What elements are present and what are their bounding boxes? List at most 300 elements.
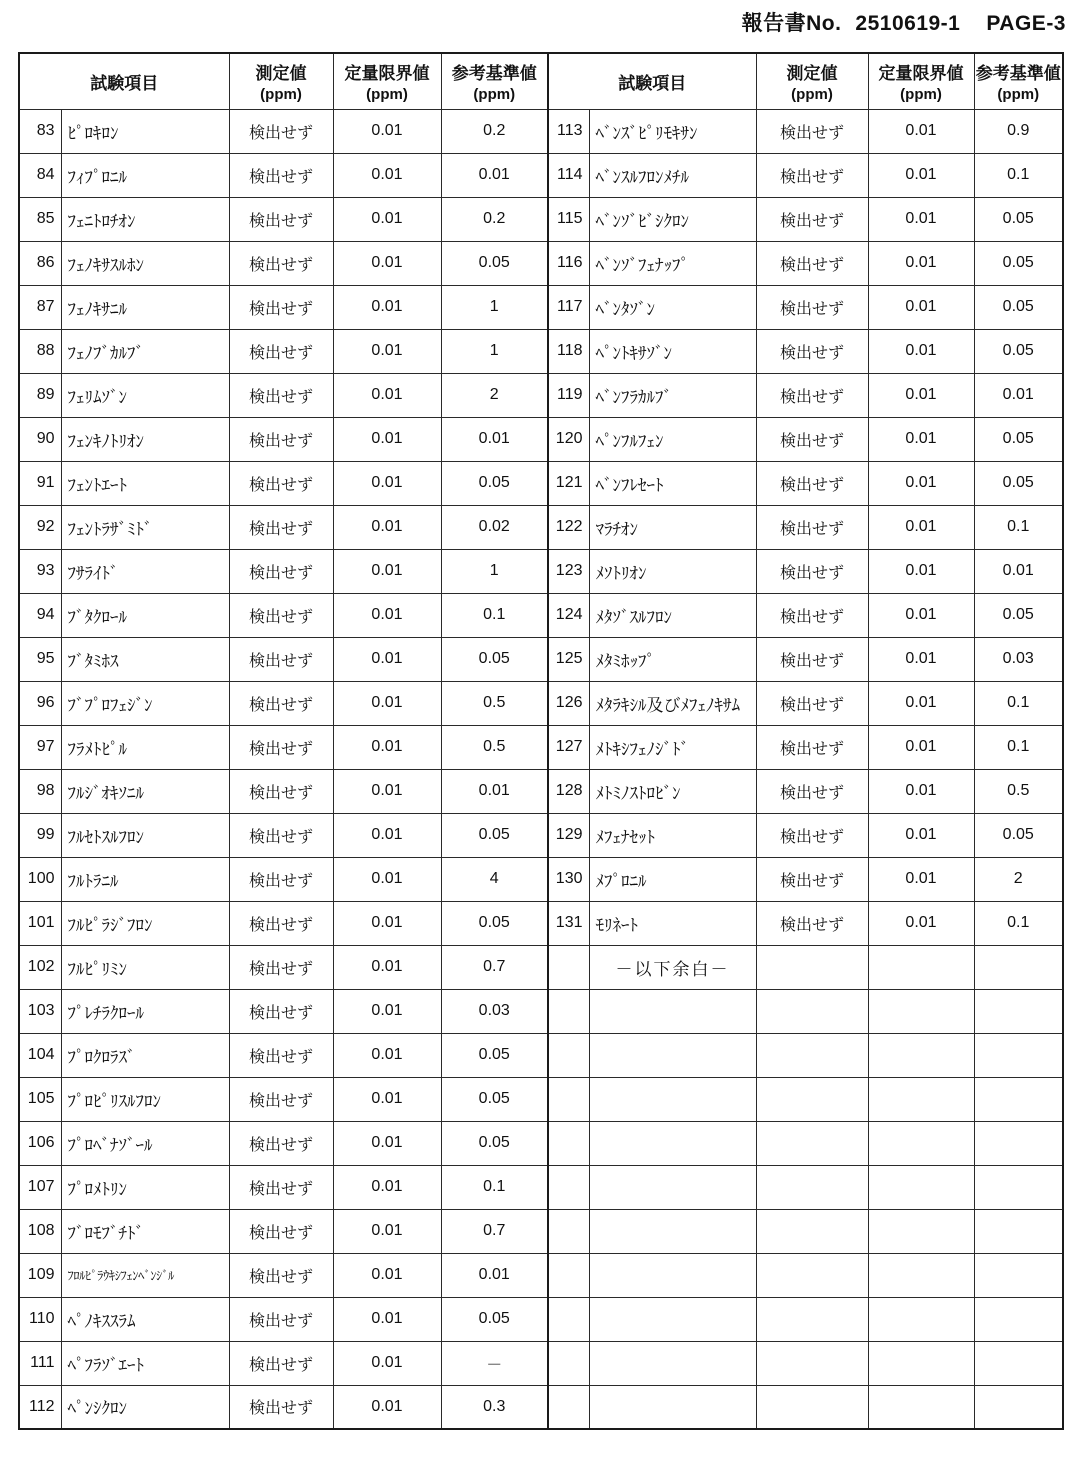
limit-value-cell	[868, 1341, 974, 1385]
item-number-cell: 119	[548, 373, 589, 417]
table-row	[19, 1033, 1063, 1077]
item-number-cell: 115	[548, 197, 589, 241]
table-row	[19, 197, 1063, 241]
limit-value-cell: 0.01	[868, 153, 974, 197]
reference-value-cell: 0.1	[974, 901, 1063, 945]
header-item-left-label: 試験項目	[90, 73, 159, 93]
item-number-cell	[548, 1165, 589, 1209]
item-number-cell: 84	[19, 153, 61, 197]
reference-value-cell: 0.05	[441, 1077, 548, 1121]
item-name-cell: ﾏﾗﾁｵﾝ	[589, 505, 756, 549]
measured-value-cell	[756, 1209, 868, 1253]
limit-value-cell: 0.01	[333, 857, 441, 901]
reference-value-cell: 0.05	[441, 637, 548, 681]
reference-value-cell: 0.05	[974, 285, 1063, 329]
reference-value-cell: 0.1	[441, 593, 548, 637]
measured-value-cell	[756, 1385, 868, 1429]
reference-value-cell: 0.05	[441, 1033, 548, 1077]
item-name-cell	[589, 989, 756, 1033]
measured-value-cell	[756, 1033, 868, 1077]
reference-value-cell: 0.01	[974, 373, 1063, 417]
header-limit-right: 定量限界値 (ppm)	[868, 53, 974, 109]
measured-value-cell: 検出せず	[229, 1033, 333, 1077]
measured-value-cell	[756, 945, 868, 989]
header-item-right	[548, 53, 756, 109]
item-name-cell: ﾌﾞﾀﾐﾎｽ	[61, 637, 229, 681]
item-number-cell: 109	[19, 1253, 61, 1297]
unit-label: (ppm)	[997, 86, 1040, 104]
item-number-cell: 108	[19, 1209, 61, 1253]
reference-value-cell: 0.01	[441, 417, 548, 461]
item-number-cell: 110	[19, 1297, 61, 1341]
reference-value-cell	[974, 1209, 1063, 1253]
item-name-cell: ﾒﾌﾟﾛﾆﾙ	[589, 857, 756, 901]
limit-value-cell	[868, 1165, 974, 1209]
measured-value-cell: 検出せず	[756, 197, 868, 241]
header-measured-left: 測定値 (ppm)	[229, 53, 333, 109]
unit-label: (ppm)	[260, 86, 302, 104]
measured-value-cell	[756, 1165, 868, 1209]
limit-value-cell: 0.01	[333, 1297, 441, 1341]
limit-value-cell: 0.01	[333, 637, 441, 681]
measured-value-cell: 検出せず	[229, 593, 333, 637]
table-row	[19, 857, 1063, 901]
item-name-cell	[589, 1253, 756, 1297]
item-name-cell: ﾌｪﾉｷｻｽﾙﾎﾝ	[61, 241, 229, 285]
item-name-cell: ﾒﾀｿﾞｽﾙﾌﾛﾝ	[589, 593, 756, 637]
reference-value-cell: 0.01	[441, 153, 548, 197]
item-name-cell: ﾋﾟﾛｷﾛﾝ	[61, 109, 229, 153]
measured-value-cell: 検出せず	[229, 813, 333, 857]
report-number-value: 2510619-1	[855, 12, 961, 35]
limit-value-cell	[868, 989, 974, 1033]
reference-value-cell	[974, 945, 1063, 989]
item-name-cell: ﾌﾟﾛﾋﾟﾘｽﾙﾌﾛﾝ	[61, 1077, 229, 1121]
item-name-cell	[589, 1385, 756, 1429]
reference-value-cell: 0.05	[441, 813, 548, 857]
limit-value-cell: 0.01	[333, 373, 441, 417]
item-number-cell: 83	[19, 109, 61, 153]
item-name-cell: ﾌｪﾉﾌﾞｶﾙﾌﾞ	[61, 329, 229, 373]
header-reference-left: 参考基準値 (ppm)	[441, 53, 548, 109]
header-item-right-label: 試験項目	[618, 73, 687, 93]
item-name-cell: ﾌﾙﾋﾟﾗｼﾞﾌﾛﾝ	[61, 901, 229, 945]
table-row	[19, 1297, 1063, 1341]
item-number-cell	[548, 1341, 589, 1385]
measured-value-cell: 検出せず	[229, 1297, 333, 1341]
item-name-cell: ﾍﾟﾌﾗｿﾞｴｰﾄ	[61, 1341, 229, 1385]
measured-value-cell: 検出せず	[756, 637, 868, 681]
measured-value-cell: 検出せず	[229, 373, 333, 417]
item-number-cell: 97	[19, 725, 61, 769]
limit-value-cell	[868, 1121, 974, 1165]
measured-value-cell: 検出せず	[229, 197, 333, 241]
reference-value-cell: 0.01	[974, 549, 1063, 593]
item-number-cell: 91	[19, 461, 61, 505]
item-name-cell: ﾌｻﾗｲﾄﾞ	[61, 549, 229, 593]
item-name-cell: ﾌｪﾉｷｻﾆﾙ	[61, 285, 229, 329]
item-name-cell: ﾍﾞﾝｽﾙﾌﾛﾝﾒﾁﾙ	[589, 153, 756, 197]
measured-value-cell: 検出せず	[756, 285, 868, 329]
limit-value-cell: 0.01	[333, 901, 441, 945]
reference-value-cell: 0.7	[441, 945, 548, 989]
header-measured-right: 測定値 (ppm)	[756, 53, 868, 109]
item-name-cell: ﾌﾗﾒﾄﾋﾟﾙ	[61, 725, 229, 769]
reference-value-cell	[974, 1385, 1063, 1429]
reference-value-cell: 0.7	[441, 1209, 548, 1253]
reference-value-cell: 2	[441, 373, 548, 417]
item-number-cell: 130	[548, 857, 589, 901]
reference-value-cell: 0.1	[441, 1165, 548, 1209]
header-item-left	[19, 53, 229, 109]
reference-value-cell: 0.3	[441, 1385, 548, 1429]
limit-value-cell: 0.01	[333, 769, 441, 813]
table-header-row	[19, 53, 1063, 109]
item-number-cell: 93	[19, 549, 61, 593]
reference-value-cell	[974, 1297, 1063, 1341]
item-number-cell	[548, 1209, 589, 1253]
table-row	[19, 1341, 1063, 1385]
item-number-cell: 120	[548, 417, 589, 461]
item-name-cell: ﾍﾟﾉｷｽｽﾗﾑ	[61, 1297, 229, 1341]
test-results-table	[18, 52, 1064, 1430]
header-reference-right: 参考基準値 (ppm)	[974, 53, 1063, 109]
limit-value-cell: 0.01	[868, 681, 974, 725]
item-name-cell: ﾌｪﾝﾄｴｰﾄ	[61, 461, 229, 505]
item-number-cell	[548, 1077, 589, 1121]
measured-value-cell: 検出せず	[756, 505, 868, 549]
measured-value-cell: 検出せず	[756, 813, 868, 857]
limit-value-cell: 0.01	[868, 285, 974, 329]
reference-value-cell	[974, 1165, 1063, 1209]
table-row	[19, 461, 1063, 505]
limit-value-cell: 0.01	[868, 549, 974, 593]
limit-value-cell: 0.01	[868, 329, 974, 373]
item-name-cell: ﾌｪﾘﾑｿﾞﾝ	[61, 373, 229, 417]
reference-value-cell	[974, 1341, 1063, 1385]
limit-value-cell: 0.01	[868, 725, 974, 769]
item-number-cell: 107	[19, 1165, 61, 1209]
limit-value-cell: 0.01	[868, 461, 974, 505]
page-number: PAGE-3	[986, 12, 1066, 35]
table-row	[19, 109, 1063, 153]
reference-value-cell: 0.05	[974, 593, 1063, 637]
table-row	[19, 1165, 1063, 1209]
measured-value-cell: 検出せず	[756, 549, 868, 593]
measured-value-cell: 検出せず	[229, 329, 333, 373]
measured-value-cell	[756, 1341, 868, 1385]
item-name-cell	[589, 1121, 756, 1165]
limit-value-cell: 0.01	[333, 1253, 441, 1297]
report-number-label: 報告書No.	[741, 12, 842, 35]
item-number-cell: 124	[548, 593, 589, 637]
limit-value-cell: 0.01	[333, 549, 441, 593]
table-row	[19, 549, 1063, 593]
limit-value-cell: 0.01	[333, 593, 441, 637]
item-number-cell: 116	[548, 241, 589, 285]
limit-value-cell	[868, 1209, 974, 1253]
measured-value-cell	[756, 1077, 868, 1121]
limit-value-cell	[868, 1297, 974, 1341]
reference-value-cell: 0.1	[974, 681, 1063, 725]
item-number-cell: 102	[19, 945, 61, 989]
reference-value-cell: 0.1	[974, 505, 1063, 549]
item-name-cell: ﾌｪﾝｷﾉﾄﾘｵﾝ	[61, 417, 229, 461]
item-name-cell	[589, 1165, 756, 1209]
table-body	[19, 109, 1063, 1429]
measured-value-cell: 検出せず	[229, 417, 333, 461]
item-name-cell: ﾌﾙｾﾄｽﾙﾌﾛﾝ	[61, 813, 229, 857]
item-number-cell: 96	[19, 681, 61, 725]
table-row	[19, 725, 1063, 769]
reference-value-cell: 0.1	[974, 725, 1063, 769]
item-number-cell	[548, 1253, 589, 1297]
limit-value-cell: 0.01	[333, 989, 441, 1033]
item-name-cell: ﾌﾛﾙﾋﾟﾗｳｷｼﾌｪﾝﾍﾞﾝｼﾞﾙ	[61, 1253, 229, 1297]
table-row	[19, 1077, 1063, 1121]
item-name-cell: ﾒｿﾄﾘｵﾝ	[589, 549, 756, 593]
limit-value-cell	[868, 1253, 974, 1297]
item-name-cell: ﾒﾄﾐﾉｽﾄﾛﾋﾞﾝ	[589, 769, 756, 813]
reference-value-cell: 0.05	[974, 417, 1063, 461]
measured-value-cell: 検出せず	[229, 769, 333, 813]
limit-value-cell: 0.01	[868, 505, 974, 549]
item-number-cell: 127	[548, 725, 589, 769]
item-name-cell: ﾌﾙﾄﾗﾆﾙ	[61, 857, 229, 901]
reference-value-cell: 0.01	[441, 769, 548, 813]
item-number-cell: 90	[19, 417, 61, 461]
item-name-cell: ﾌﾟﾛﾒﾄﾘﾝ	[61, 1165, 229, 1209]
measured-value-cell: 検出せず	[756, 373, 868, 417]
item-name-cell: ﾍﾞﾝｽﾞﾋﾟﾘﾓｷｻﾝ	[589, 109, 756, 153]
item-number-cell: 86	[19, 241, 61, 285]
item-number-cell: 121	[548, 461, 589, 505]
item-name-cell: ﾒﾀﾗｷｼﾙ及びﾒﾌｪﾉｷｻﾑ	[589, 681, 756, 725]
unit-label: (ppm)	[366, 86, 408, 104]
measured-value-cell: 検出せず	[756, 769, 868, 813]
report-header	[742, 7, 1066, 37]
reference-value-cell: 1	[441, 549, 548, 593]
limit-value-cell: 0.01	[868, 109, 974, 153]
reference-value-cell: 0.2	[441, 109, 548, 153]
measured-value-cell: 検出せず	[229, 1341, 333, 1385]
item-number-cell: 100	[19, 857, 61, 901]
measured-value-cell: 検出せず	[756, 417, 868, 461]
limit-value-cell: 0.01	[333, 241, 441, 285]
reference-value-cell: 0.5	[441, 725, 548, 769]
item-name-cell	[589, 1297, 756, 1341]
table-row	[19, 1253, 1063, 1297]
limit-value-cell: 0.01	[333, 1077, 441, 1121]
item-number-cell: 98	[19, 769, 61, 813]
item-number-cell: 88	[19, 329, 61, 373]
reference-value-cell: 0.05	[441, 1297, 548, 1341]
measured-value-cell: 検出せず	[229, 549, 333, 593]
measured-value-cell: 検出せず	[229, 1077, 333, 1121]
measured-value-cell	[756, 989, 868, 1033]
table-row	[19, 417, 1063, 461]
item-number-cell: 104	[19, 1033, 61, 1077]
measured-value-cell: 検出せず	[229, 725, 333, 769]
measured-value-cell: 検出せず	[229, 901, 333, 945]
item-name-cell: ﾌﾞﾛﾓﾌﾞﾁﾄﾞ	[61, 1209, 229, 1253]
table-row	[19, 637, 1063, 681]
measured-value-cell: 検出せず	[229, 681, 333, 725]
item-name-cell	[589, 1209, 756, 1253]
item-number-cell	[548, 1297, 589, 1341]
limit-value-cell: 0.01	[868, 857, 974, 901]
measured-value-cell: 検出せず	[229, 505, 333, 549]
table-row	[19, 153, 1063, 197]
measured-value-cell: 検出せず	[229, 1209, 333, 1253]
limit-value-cell: 0.01	[333, 197, 441, 241]
measured-value-cell: 検出せず	[229, 109, 333, 153]
measured-value-cell: 検出せず	[756, 681, 868, 725]
measured-value-cell: 検出せず	[229, 285, 333, 329]
item-name-cell: －以下余白－	[589, 945, 756, 989]
item-number-cell: 92	[19, 505, 61, 549]
reference-value-cell	[974, 989, 1063, 1033]
reference-value-cell: 0.2	[441, 197, 548, 241]
reference-value-cell: 0.5	[974, 769, 1063, 813]
limit-value-cell: 0.01	[333, 153, 441, 197]
reference-value-cell: 1	[441, 329, 548, 373]
limit-value-cell	[868, 1385, 974, 1429]
measured-value-cell	[756, 1253, 868, 1297]
item-number-cell: 112	[19, 1385, 61, 1429]
measured-value-cell: 検出せず	[756, 725, 868, 769]
reference-value-cell: 0.5	[441, 681, 548, 725]
item-number-cell: 125	[548, 637, 589, 681]
item-name-cell: ﾒﾌｪﾅｾｯﾄ	[589, 813, 756, 857]
limit-value-cell: 0.01	[868, 417, 974, 461]
item-name-cell: ﾌﾙｼﾞｵｷｿﾆﾙ	[61, 769, 229, 813]
item-name-cell: ﾍﾟﾝﾌﾙﾌｪﾝ	[589, 417, 756, 461]
measured-value-cell: 検出せず	[229, 857, 333, 901]
item-name-cell: ﾌﾟﾛｸﾛﾗｽﾞ	[61, 1033, 229, 1077]
unit-label: (ppm)	[473, 86, 516, 104]
item-number-cell: 94	[19, 593, 61, 637]
reference-value-cell: 0.05	[974, 813, 1063, 857]
item-name-cell: ﾌｪﾆﾄﾛﾁｵﾝ	[61, 197, 229, 241]
table-row	[19, 901, 1063, 945]
measured-value-cell: 検出せず	[229, 989, 333, 1033]
limit-value-cell: 0.01	[333, 285, 441, 329]
table-row	[19, 285, 1063, 329]
item-number-cell: 126	[548, 681, 589, 725]
item-number-cell: 95	[19, 637, 61, 681]
limit-value-cell: 0.01	[333, 461, 441, 505]
measured-value-cell: 検出せず	[756, 109, 868, 153]
header-limit-left: 定量限界値 (ppm)	[333, 53, 441, 109]
item-name-cell: ﾒﾄｷｼﾌｪﾉｼﾞﾄﾞ	[589, 725, 756, 769]
table-row	[19, 989, 1063, 1033]
table-row	[19, 505, 1063, 549]
item-name-cell: ﾍﾞﾝﾌﾚｾｰﾄ	[589, 461, 756, 505]
reference-value-cell: 0.05	[441, 241, 548, 285]
item-name-cell: ﾍﾞﾝｿﾞﾌｪﾅｯﾌﾟ	[589, 241, 756, 285]
limit-value-cell: 0.01	[333, 1209, 441, 1253]
measured-value-cell: 検出せず	[756, 329, 868, 373]
item-name-cell: ﾒﾀﾐﾎｯﾌﾟ	[589, 637, 756, 681]
measured-value-cell: 検出せず	[229, 241, 333, 285]
item-number-cell: 85	[19, 197, 61, 241]
item-name-cell: ﾌﾙﾋﾟﾘﾐﾝ	[61, 945, 229, 989]
item-number-cell	[548, 945, 589, 989]
reference-value-cell: 0.9	[974, 109, 1063, 153]
limit-value-cell: 0.01	[333, 945, 441, 989]
table-row	[19, 329, 1063, 373]
item-number-cell: 123	[548, 549, 589, 593]
limit-value-cell: 0.01	[868, 241, 974, 285]
limit-value-cell: 0.01	[333, 725, 441, 769]
item-name-cell	[589, 1033, 756, 1077]
item-number-cell: 131	[548, 901, 589, 945]
table-row	[19, 813, 1063, 857]
item-number-cell: 114	[548, 153, 589, 197]
item-number-cell: 103	[19, 989, 61, 1033]
reference-value-cell: －	[441, 1341, 548, 1385]
item-name-cell: ﾌｪﾝﾄﾗｻﾞﾐﾄﾞ	[61, 505, 229, 549]
item-number-cell	[548, 1121, 589, 1165]
limit-value-cell: 0.01	[868, 901, 974, 945]
measured-value-cell: 検出せず	[756, 461, 868, 505]
item-name-cell: ﾍﾞﾝｿﾞﾋﾞｼｸﾛﾝ	[589, 197, 756, 241]
limit-value-cell: 0.01	[333, 417, 441, 461]
item-number-cell: 113	[548, 109, 589, 153]
measured-value-cell: 検出せず	[229, 1253, 333, 1297]
measured-value-cell	[756, 1121, 868, 1165]
unit-label: (ppm)	[791, 86, 833, 104]
table-row	[19, 769, 1063, 813]
item-number-cell: 101	[19, 901, 61, 945]
limit-value-cell: 0.01	[868, 593, 974, 637]
measured-value-cell: 検出せず	[229, 1385, 333, 1429]
item-name-cell: ﾌﾞﾀｸﾛｰﾙ	[61, 593, 229, 637]
item-number-cell: 89	[19, 373, 61, 417]
measured-value-cell: 検出せず	[229, 153, 333, 197]
reference-value-cell: 0.01	[441, 1253, 548, 1297]
item-name-cell: ﾌﾟﾚﾁﾗｸﾛｰﾙ	[61, 989, 229, 1033]
reference-value-cell	[974, 1253, 1063, 1297]
item-number-cell: 128	[548, 769, 589, 813]
measured-value-cell: 検出せず	[756, 153, 868, 197]
table-row	[19, 373, 1063, 417]
reference-value-cell: 0.05	[974, 197, 1063, 241]
reference-value-cell: 0.05	[974, 461, 1063, 505]
item-name-cell: ﾍﾟﾝｼｸﾛﾝ	[61, 1385, 229, 1429]
item-name-cell: ﾌﾟﾛﾍﾞﾅｿﾞｰﾙ	[61, 1121, 229, 1165]
table-row	[19, 593, 1063, 637]
reference-value-cell	[974, 1077, 1063, 1121]
limit-value-cell: 0.01	[333, 681, 441, 725]
item-name-cell	[589, 1077, 756, 1121]
table-row	[19, 1209, 1063, 1253]
reference-value-cell: 0.05	[974, 329, 1063, 373]
reference-value-cell: 0.1	[974, 153, 1063, 197]
table-row	[19, 1121, 1063, 1165]
item-name-cell: ﾍﾟﾝﾄｷｻｿﾞﾝ	[589, 329, 756, 373]
reference-value-cell: 0.03	[974, 637, 1063, 681]
limit-value-cell: 0.01	[868, 637, 974, 681]
limit-value-cell: 0.01	[333, 109, 441, 153]
reference-value-cell: 0.05	[441, 901, 548, 945]
table-header	[19, 53, 1063, 109]
item-name-cell	[589, 1341, 756, 1385]
reference-value-cell	[974, 1033, 1063, 1077]
measured-value-cell: 検出せず	[229, 945, 333, 989]
item-number-cell: 118	[548, 329, 589, 373]
